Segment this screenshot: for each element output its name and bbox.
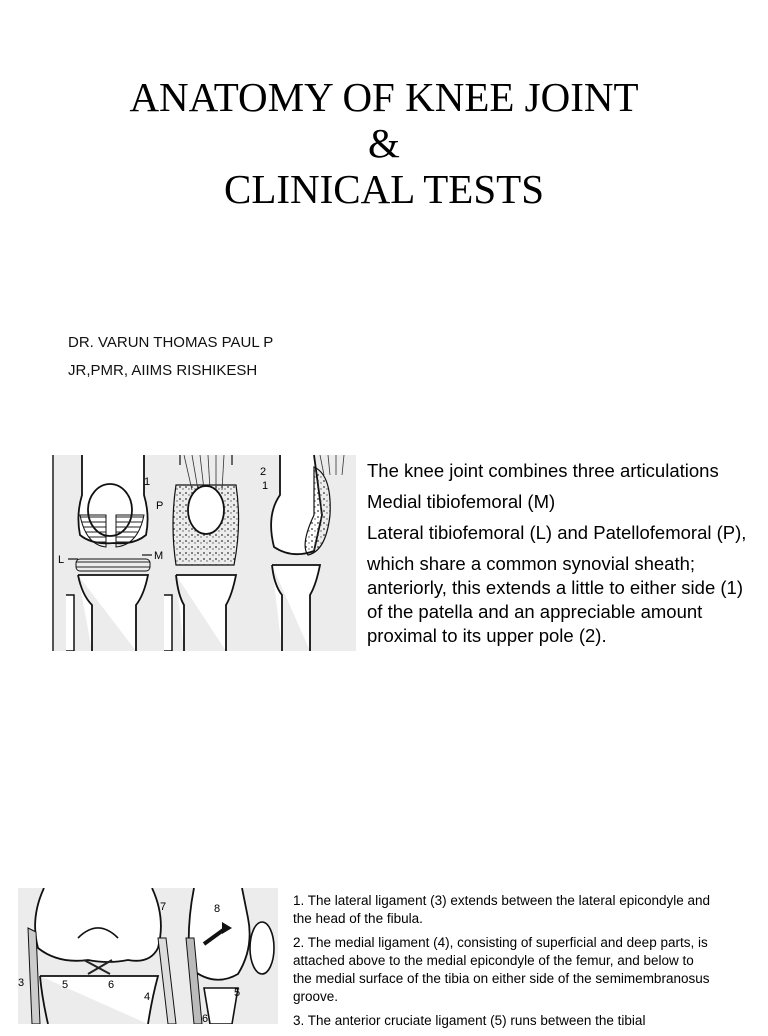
fig2-label-6b: 6 bbox=[202, 1013, 209, 1024]
author-block bbox=[68, 329, 273, 385]
fig1-label-2: 2 bbox=[260, 466, 267, 478]
fig2-label-5b: 5 bbox=[234, 987, 241, 999]
knee-front-view-middle bbox=[164, 455, 239, 651]
fig1-label-m: M bbox=[154, 550, 164, 562]
author-affiliation: JR,PMR, AIIMS RISHIKESH bbox=[68, 362, 258, 379]
fig1-label-1a: 1 bbox=[144, 476, 151, 488]
knee-ligaments-drawing bbox=[18, 888, 278, 1024]
paragraph: Medial tibiofemoral (M) bbox=[367, 491, 556, 512]
knee-ligaments-side bbox=[186, 888, 274, 1024]
paragraph: which share a common synovial sheath; anteriorly, this extends a little to either side (1) of the patella and an appreciable amount proximal to its upper pole (2). bbox=[367, 553, 743, 646]
fig2-label-8: 8 bbox=[214, 903, 221, 915]
knee-articulations-figure bbox=[52, 455, 356, 651]
knee-side-view bbox=[271, 455, 344, 651]
knee-front-view-left bbox=[66, 455, 150, 651]
articulations-text bbox=[367, 459, 762, 655]
fig2-label-4: 4 bbox=[144, 991, 151, 1003]
knee-articulations-drawing bbox=[52, 455, 356, 651]
paragraph: 3. The anterior cruciate ligament (5) runs between the tibial bbox=[293, 1013, 646, 1028]
ligaments-text bbox=[293, 892, 713, 1036]
fig2-label-3: 3 bbox=[18, 977, 25, 989]
fig2-label-6: 6 bbox=[108, 979, 115, 991]
title-line-1: ANATOMY OF KNEE JOINT bbox=[129, 74, 639, 120]
fig2-label-7: 7 bbox=[160, 901, 167, 913]
knee-ligaments-figure bbox=[18, 888, 278, 1024]
page-title bbox=[0, 74, 768, 212]
knee-ligaments-front bbox=[28, 888, 176, 1024]
paragraph: 1. The lateral ligament (3) extends between the lateral epicondyle and the head of the fibula. bbox=[293, 893, 711, 926]
paragraph: Lateral tibiofemoral (L) and Patellofemoral (P), bbox=[367, 522, 747, 543]
author-name: DR. VARUN THOMAS PAUL P bbox=[68, 334, 274, 351]
title-line-3: CLINICAL TESTS bbox=[223, 166, 545, 212]
paragraph: 2. The medial ligament (4), consisting of superficial and deep parts, is attached above to the medial epicondyle of the femur, and below to the medial surface of the tibia on either side of the semimembranosus groove. bbox=[293, 935, 710, 1004]
fig1-label-p: P bbox=[156, 500, 164, 512]
fig1-label-1b: 1 bbox=[262, 480, 269, 492]
fig1-label-l: L bbox=[58, 554, 65, 566]
title-line-2: & bbox=[368, 120, 400, 166]
fig2-label-5: 5 bbox=[62, 979, 69, 991]
paragraph: The knee joint combines three articulations bbox=[367, 460, 719, 481]
